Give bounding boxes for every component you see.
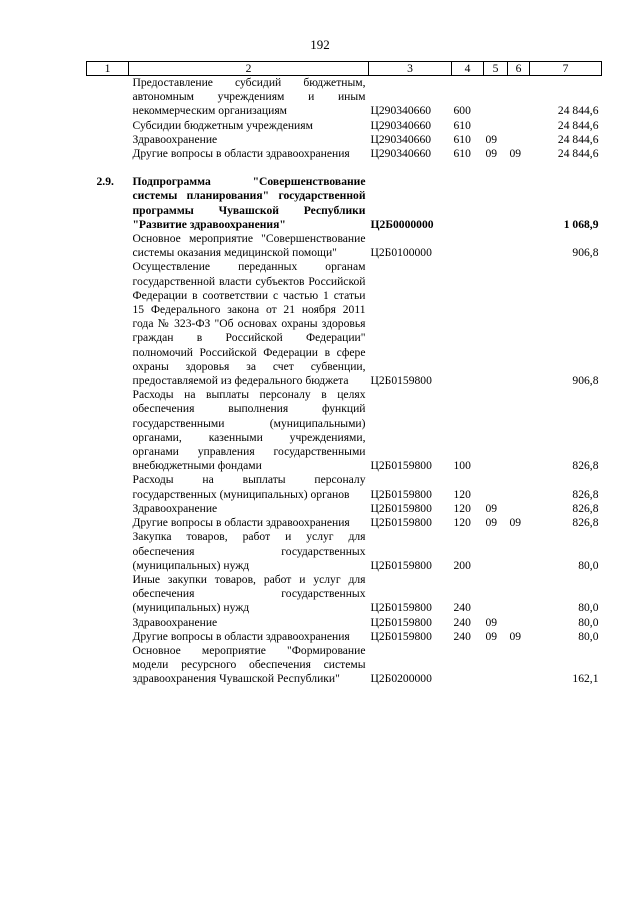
row-amount: 80,0 [578, 629, 599, 643]
row-amount: 906,8 [572, 374, 599, 388]
section-code [484, 119, 508, 133]
row-amount: 80,0 [578, 558, 599, 572]
section-code [484, 644, 508, 687]
row-amount: 162,1 [572, 672, 599, 686]
row-name: Подпрограмма "Совершенствование системы планирования" государственной программы Чувашской Республики "Развитие здравоохранения" [132, 175, 366, 231]
row-name: Предоставление субсидий бюджетным, автономным учреждениям и иным некоммерческим организациям [132, 76, 366, 118]
target-article-code: Ц2Б0159800 [370, 487, 432, 501]
row-number: 2.9. [96, 175, 114, 189]
expense-type-code [452, 260, 484, 388]
table-row [87, 388, 602, 473]
subsection-code [508, 502, 530, 516]
target-article-code: Ц2Б0000000 [370, 217, 434, 231]
row-name: Основное мероприятие "Совершенствование системы оказания медицинской помощи" [132, 232, 366, 260]
target-article-code: Ц2Б0159800 [370, 459, 432, 473]
expense-type-code: 240 [453, 629, 471, 643]
target-article-code: Ц2Б0100000 [370, 246, 432, 260]
table-row [87, 119, 602, 133]
section-code [484, 388, 508, 473]
column-header: 5 [484, 62, 508, 76]
target-article-code: Ц2Б0159800 [370, 558, 432, 572]
section-code: 09 [485, 629, 498, 643]
row-number [87, 473, 129, 501]
row-name: Субсидии бюджетным учреждениям [132, 118, 313, 132]
table-row [87, 232, 602, 260]
subsection-code [508, 644, 530, 687]
subsection-code [508, 175, 530, 232]
subsection-code [508, 260, 530, 388]
row-number [87, 133, 129, 147]
row-amount: 80,0 [578, 601, 599, 615]
row-amount: 906,8 [572, 246, 599, 260]
target-article-code: Ц2Б0159800 [370, 615, 432, 629]
row-name: Здравоохранение [132, 132, 218, 146]
row-amount: 80,0 [578, 615, 599, 629]
row-name: Расходы на выплаты персоналу государственных (муниципальных) органов [132, 473, 366, 501]
expense-type-code: 100 [453, 459, 471, 473]
section-code [484, 573, 508, 616]
section-code: 09 [485, 132, 498, 146]
expense-type-code [452, 232, 484, 260]
subsection-code [508, 616, 530, 630]
page-number: 192 [310, 37, 330, 52]
row-amount: 24 844,6 [557, 132, 599, 146]
expense-type-code: 120 [453, 487, 471, 501]
row-amount: 826,8 [572, 459, 599, 473]
target-article-code: Ц2Б0159800 [370, 601, 432, 615]
section-code [484, 473, 508, 501]
table-row [87, 147, 602, 161]
row-amount: 24 844,6 [557, 118, 599, 132]
row-number [87, 232, 129, 260]
target-article-code: Ц2Б0159800 [370, 501, 432, 515]
table-row [87, 530, 602, 573]
column-header: 2 [129, 62, 369, 76]
section-code [484, 76, 508, 119]
subsection-code [508, 573, 530, 616]
subsection-code [508, 119, 530, 133]
column-header: 7 [530, 62, 602, 76]
target-article-code: Ц2Б0159800 [370, 516, 432, 530]
table-row [87, 616, 602, 630]
row-name: Другие вопросы в области здравоохранения [132, 147, 350, 161]
table-row [87, 516, 602, 530]
row-number [87, 260, 129, 388]
subsection-code: 09 [509, 147, 522, 161]
spacer-row [87, 161, 602, 175]
expense-type-code: 240 [453, 615, 471, 629]
row-number [87, 530, 129, 573]
row-number [87, 516, 129, 530]
target-article-code: Ц2Б0159800 [370, 374, 432, 388]
table-row [87, 175, 602, 232]
expense-type-code [452, 644, 484, 687]
table-row [87, 260, 602, 388]
row-amount: 24 844,6 [557, 147, 599, 161]
target-article-code: Ц290340660 [370, 104, 432, 118]
row-name: Иные закупки товаров, работ и услуг для обеспечения государственных (муниципальных) нужд [132, 572, 366, 615]
expense-type-code: 240 [453, 601, 471, 615]
row-name: Закупка товаров, работ и услуг для обеспечения государственных (муниципальных) нужд [132, 530, 366, 572]
spacer-cell [87, 161, 602, 175]
row-name: Основное мероприятие "Формирование модели ресурсного обеспечения системы здравоохранения Чувашской Республики" [132, 643, 366, 686]
row-amount: 24 844,6 [557, 104, 599, 118]
row-number [87, 119, 129, 133]
target-article-code: Ц290340660 [370, 118, 432, 132]
table-row [87, 473, 602, 501]
table-row [87, 644, 602, 687]
section-code [484, 530, 508, 573]
target-article-code: Ц2Б0200000 [370, 672, 432, 686]
table-header [87, 62, 602, 76]
expense-type-code: 120 [453, 501, 471, 515]
section-code: 09 [485, 615, 498, 629]
column-header: 3 [369, 62, 452, 76]
row-number [87, 76, 129, 119]
table-row [87, 133, 602, 147]
row-name: Другие вопросы в области здравоохранения [132, 629, 350, 643]
column-header: 1 [87, 62, 129, 76]
row-name: Здравоохранение [132, 501, 218, 515]
row-number [87, 630, 129, 644]
subsection-code: 09 [509, 516, 522, 530]
table-body [87, 76, 602, 687]
row-name: Здравоохранение [132, 615, 218, 629]
row-number [87, 616, 129, 630]
expense-type-code: 600 [453, 104, 471, 118]
row-name: Расходы на выплаты персоналу в целях обеспечения выполнения функций государственными (муниципальными) органами, казенными учреждениями, органами управления государственными внебюджетными фондами [132, 388, 366, 473]
subsection-code: 09 [509, 629, 522, 643]
section-code [484, 232, 508, 260]
row-number [87, 388, 129, 473]
section-code: 09 [485, 501, 498, 515]
section-code [484, 260, 508, 388]
row-amount: 1 068,9 [563, 217, 599, 231]
section-code: 09 [485, 147, 498, 161]
budget-table [86, 61, 602, 687]
subsection-code [508, 133, 530, 147]
subsection-code [508, 232, 530, 260]
row-number [87, 147, 129, 161]
subsection-code [508, 473, 530, 501]
row-amount: 826,8 [572, 501, 599, 515]
expense-type-code: 610 [453, 132, 471, 146]
section-code: 09 [485, 516, 498, 530]
table-row [87, 76, 602, 119]
expense-type-code: 610 [453, 147, 471, 161]
table-row [87, 573, 602, 616]
subsection-code [508, 76, 530, 119]
row-name: Другие вопросы в области здравоохранения [132, 516, 350, 530]
column-header: 6 [508, 62, 530, 76]
row-amount: 826,8 [572, 516, 599, 530]
target-article-code: Ц2Б0159800 [370, 629, 432, 643]
expense-type-code: 120 [453, 516, 471, 530]
row-name: Осуществление переданных органам государственной власти субъектов Российской Федерации в соответствии с частью 1 статьи 15 Федерального закона от 21 ноября 2011 года № 323-ФЗ "Об основах охраны здоровья граждан в Российской Федерации" полномочий Российской Федерации в сфере охраны здоровья за счет субвенции, предоставляемой из федерального бюджета [132, 260, 366, 388]
table-row [87, 630, 602, 644]
table-row [87, 502, 602, 516]
section-code [484, 175, 508, 232]
expense-type-code [452, 175, 484, 232]
target-article-code: Ц290340660 [370, 132, 432, 146]
target-article-code: Ц290340660 [370, 147, 432, 161]
expense-type-code: 610 [453, 118, 471, 132]
column-header: 4 [452, 62, 484, 76]
row-number [87, 573, 129, 616]
subsection-code [508, 530, 530, 573]
subsection-code [508, 388, 530, 473]
row-amount: 826,8 [572, 487, 599, 501]
row-number [87, 644, 129, 687]
expense-type-code: 200 [453, 558, 471, 572]
row-number [87, 502, 129, 516]
